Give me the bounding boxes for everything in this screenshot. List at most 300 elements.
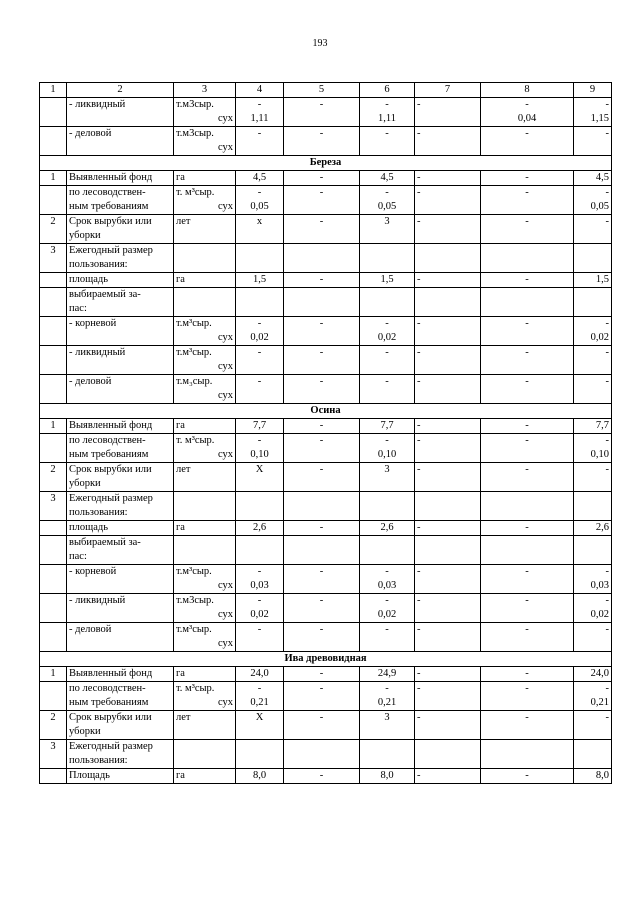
value-col-9: [574, 419, 612, 434]
value-col-8: [481, 98, 574, 127]
unit-line: т.м³сыр.: [176, 566, 212, 577]
value-col-7: -: [415, 769, 481, 784]
unit-line: лет: [176, 464, 191, 475]
table-row: [40, 521, 612, 536]
value-col-4: [236, 434, 284, 463]
value-col-8-line: -: [525, 99, 529, 110]
indicator-name-line: выбираемый за-: [69, 289, 141, 300]
value-col-4: [236, 536, 284, 565]
value-col-9-line: 24,0: [590, 668, 609, 679]
forest-use-table: [39, 82, 612, 784]
value-col-5: -: [284, 682, 360, 711]
indicator-name-line: Выявленный фонд: [69, 420, 153, 431]
value-col-4: [236, 346, 284, 375]
unit-line: га: [176, 522, 185, 533]
value-col-8-line: -: [525, 435, 529, 446]
species-section-title: Береза: [40, 156, 612, 171]
value-col-8: [481, 492, 574, 521]
value-col-5: -: [284, 215, 360, 244]
value-col-9-line: -: [605, 464, 609, 475]
value-col-4-line: 0,02: [250, 609, 269, 620]
row-number: 3: [40, 492, 67, 521]
indicator-name-line: пользования:: [69, 507, 128, 518]
value-col-6: [360, 565, 415, 594]
value-col-6-line: 0,03: [377, 580, 397, 591]
value-col-4: [236, 317, 284, 346]
row-number: 2: [40, 463, 67, 492]
unit-line: га: [176, 172, 185, 183]
row-number: [40, 565, 67, 594]
value-col-5: [284, 492, 360, 521]
value-col-6-line: 3: [384, 216, 390, 227]
table-row: [40, 740, 612, 769]
value-col-8: [481, 536, 574, 565]
value-col-5: -: [284, 623, 360, 652]
table-row: [40, 594, 612, 623]
table-row: [40, 536, 612, 565]
value-col-9: [574, 565, 612, 594]
value-col-7: -: [415, 667, 481, 682]
value-col-6-line: 3: [384, 464, 390, 475]
value-col-5: [284, 740, 360, 769]
value-col-5: -: [284, 594, 360, 623]
indicator-name-line: Срок вырубки или: [69, 712, 152, 723]
row-number: [40, 98, 67, 127]
indicator-name-line: уборки: [69, 230, 101, 241]
unit-line: лет: [176, 712, 191, 723]
value-col-6-line: -: [385, 624, 389, 635]
row-number: [40, 317, 67, 346]
value-col-8-line: -: [525, 420, 529, 431]
value-col-7: [415, 740, 481, 769]
value-col-5: [284, 244, 360, 273]
value-col-6-line: -: [385, 128, 389, 139]
unit-line: лет: [176, 216, 191, 227]
indicator-name-line: выбираемый за-: [69, 537, 141, 548]
unit: [174, 682, 236, 711]
unit: [174, 565, 236, 594]
species-section-row: [40, 156, 612, 171]
unit: [174, 273, 236, 288]
value-col-6: [360, 127, 415, 156]
indicator-name-line: Ежегодный размер: [69, 493, 153, 504]
value-col-4: [236, 171, 284, 186]
species-section-row: [40, 404, 612, 419]
value-col-6: [360, 536, 415, 565]
value-col-7: -: [415, 711, 481, 740]
value-col-6-line: -: [385, 566, 389, 577]
header-cell: 1: [40, 83, 67, 98]
value-col-6-line: 8,0: [380, 770, 394, 781]
row-number: [40, 594, 67, 623]
value-col-5: [284, 288, 360, 317]
value-col-4-line: Х: [255, 464, 264, 475]
table-row: [40, 667, 612, 682]
indicator-name-line: по лесоводствен-: [69, 683, 146, 694]
table-row: [40, 171, 612, 186]
value-col-6-line: 0,05: [377, 201, 397, 212]
value-col-4-line: 7,7: [252, 420, 267, 431]
indicator-name-line: пас:: [69, 303, 87, 314]
value-col-6: [360, 492, 415, 521]
value-col-8-line: -: [525, 172, 529, 183]
unit: [174, 288, 236, 317]
unit-line: сух: [217, 113, 233, 124]
value-col-8: [481, 740, 574, 769]
value-col-6-line: -: [385, 376, 389, 387]
value-col-9-line: -: [605, 624, 609, 635]
value-col-9: [574, 463, 612, 492]
value-col-9: [574, 273, 612, 288]
value-col-9-line: -: [605, 435, 609, 446]
value-col-4-line: -: [257, 595, 262, 606]
value-col-9-line: -: [605, 128, 609, 139]
row-number: [40, 536, 67, 565]
value-col-6: [360, 682, 415, 711]
unit: [174, 346, 236, 375]
unit: [174, 711, 236, 740]
table-row: [40, 346, 612, 375]
value-col-8: [481, 711, 574, 740]
table-row: [40, 317, 612, 346]
value-col-9: [574, 375, 612, 404]
value-col-8: [481, 463, 574, 492]
table-row: [40, 98, 612, 127]
table-row: [40, 682, 612, 711]
unit: [174, 667, 236, 682]
value-col-6-line: 24,9: [377, 668, 397, 679]
value-col-6: [360, 740, 415, 769]
value-col-9-line: -: [605, 683, 609, 694]
value-col-6-line: -: [385, 595, 389, 606]
value-col-4-line: -: [257, 128, 262, 139]
value-col-8: [481, 288, 574, 317]
indicator-name: [67, 682, 174, 711]
value-col-8-line: -: [525, 624, 529, 635]
value-col-9: [574, 186, 612, 215]
value-col-6: [360, 434, 415, 463]
value-col-6-line: 1,11: [378, 113, 396, 124]
row-number: [40, 273, 67, 288]
row-number: 2: [40, 711, 67, 740]
indicator-name-line: - ликвидный: [69, 99, 126, 110]
indicator-name-line: Выявленный фонд: [69, 668, 153, 679]
indicator-name: [67, 463, 174, 492]
value-col-6: [360, 273, 415, 288]
header-cell: 4: [236, 83, 284, 98]
row-number: [40, 521, 67, 536]
value-col-6: [360, 244, 415, 273]
value-col-8: [481, 419, 574, 434]
value-col-8-line: -: [525, 522, 529, 533]
value-col-6-line: -: [385, 435, 389, 446]
indicator-name: [67, 171, 174, 186]
value-col-4-line: -: [257, 376, 262, 387]
value-col-4: [236, 492, 284, 521]
value-col-4-line: -: [257, 435, 262, 446]
value-col-6-line: 0,21: [377, 697, 397, 708]
value-col-4-line: 0,02: [250, 332, 269, 343]
value-col-6: [360, 769, 415, 784]
unit-line: т.м3сыр.: [176, 595, 214, 606]
value-col-5: -: [284, 565, 360, 594]
value-col-7: -: [415, 171, 481, 186]
value-col-9: [574, 769, 612, 784]
value-col-7: -: [415, 565, 481, 594]
unit: [174, 463, 236, 492]
value-col-9: [574, 346, 612, 375]
value-col-8-line: -: [525, 566, 529, 577]
value-col-8: [481, 769, 574, 784]
unit-line: т.м3сыр.: [176, 128, 214, 139]
value-col-6: [360, 463, 415, 492]
value-col-9-line: -: [605, 712, 609, 723]
value-col-6-line: -: [385, 99, 389, 110]
row-number: 3: [40, 244, 67, 273]
value-col-9: [574, 667, 612, 682]
value-col-8-line: -: [525, 318, 529, 329]
unit: [174, 215, 236, 244]
unit: [174, 594, 236, 623]
indicator-name-line: - ликвидный: [69, 595, 126, 606]
unit-line: сух: [217, 638, 233, 649]
value-col-7: -: [415, 215, 481, 244]
row-number: [40, 769, 67, 784]
value-col-6-line: 0,02: [377, 609, 397, 620]
indicator-name-line: уборки: [69, 478, 101, 489]
unit: [174, 244, 236, 273]
unit-line: т. м³сыр.: [176, 683, 215, 694]
unit: [174, 375, 236, 404]
value-col-7: -: [415, 273, 481, 288]
value-col-6: [360, 98, 415, 127]
indicator-name-line: Срок вырубки или: [69, 464, 152, 475]
value-col-4: [236, 594, 284, 623]
value-col-8-line: -: [525, 712, 529, 723]
table-row: [40, 492, 612, 521]
value-col-7: -: [415, 375, 481, 404]
header-cell: 7: [415, 83, 481, 98]
value-col-9: [574, 288, 612, 317]
value-col-4-line: 24,0: [250, 668, 269, 679]
indicator-name-line: Ежегодный размер: [69, 245, 153, 256]
indicator-name: [67, 215, 174, 244]
value-col-4-line: 1,11: [250, 113, 269, 124]
value-col-9-line: 1,5: [595, 274, 609, 285]
value-col-9: [574, 682, 612, 711]
value-col-6-line: 7,7: [380, 420, 394, 431]
value-col-6-line: -: [385, 187, 389, 198]
indicator-name: [67, 244, 174, 273]
table-row: [40, 769, 612, 784]
value-col-9: [574, 536, 612, 565]
value-col-7: -: [415, 346, 481, 375]
value-col-8-line: -: [525, 274, 529, 285]
table-row: [40, 463, 612, 492]
value-col-8: [481, 127, 574, 156]
value-col-5: -: [284, 434, 360, 463]
value-col-5: [284, 536, 360, 565]
indicator-name-line: пользования:: [69, 259, 128, 270]
value-col-8: [481, 434, 574, 463]
value-col-8-line: -: [525, 128, 529, 139]
value-col-4-line: -: [257, 624, 262, 635]
value-col-5: -: [284, 317, 360, 346]
value-col-4: [236, 244, 284, 273]
value-col-8-line: -: [525, 683, 529, 694]
value-col-8-line: -: [525, 376, 529, 387]
header-cell: 2: [67, 83, 174, 98]
indicator-name: [67, 492, 174, 521]
value-col-8: [481, 215, 574, 244]
unit-line: т.м₃сыр.: [176, 376, 213, 387]
value-col-6-line: 3: [384, 712, 390, 723]
row-number: [40, 186, 67, 215]
value-col-4: [236, 419, 284, 434]
value-col-8-line: -: [525, 187, 529, 198]
row-number: 1: [40, 667, 67, 682]
value-col-8: [481, 273, 574, 288]
value-col-6: [360, 186, 415, 215]
value-col-6: [360, 623, 415, 652]
value-col-9-line: 0,21: [590, 697, 609, 708]
value-col-8: [481, 667, 574, 682]
value-col-7: [415, 536, 481, 565]
value-col-8: [481, 565, 574, 594]
value-col-9-line: 1,15: [590, 113, 609, 124]
value-col-8-line: -: [525, 464, 529, 475]
value-col-8: [481, 346, 574, 375]
unit-line: т.м³сыр.: [176, 347, 212, 358]
unit-line: т. м³сыр.: [176, 187, 215, 198]
value-col-9: [574, 740, 612, 769]
indicator-name: [67, 594, 174, 623]
indicator-name-line: - корневой: [69, 566, 117, 577]
header-cell: 8: [481, 83, 574, 98]
value-col-4-line: 0,21: [250, 697, 269, 708]
value-col-8: [481, 317, 574, 346]
row-number: [40, 346, 67, 375]
species-section-row: [40, 652, 612, 667]
value-col-6-line: 4,5: [380, 172, 394, 183]
value-col-9-line: 4,5: [595, 172, 609, 183]
unit-line: сух: [217, 449, 233, 460]
value-col-4-line: -: [257, 99, 262, 110]
value-col-6: [360, 667, 415, 682]
value-col-6: [360, 521, 415, 536]
indicator-name: [67, 667, 174, 682]
unit: [174, 521, 236, 536]
value-col-7: [415, 492, 481, 521]
value-col-9-line: 0,03: [590, 580, 609, 591]
value-col-7: -: [415, 623, 481, 652]
value-col-9-line: -: [605, 99, 609, 110]
table-row: [40, 288, 612, 317]
value-col-6: [360, 711, 415, 740]
table-row: [40, 273, 612, 288]
indicator-name-line: - деловой: [69, 624, 112, 635]
unit-line: га: [176, 420, 185, 431]
table-row: [40, 244, 612, 273]
value-col-7: -: [415, 594, 481, 623]
value-col-5: -: [284, 419, 360, 434]
indicator-name-line: Выявленный фонд: [69, 172, 153, 183]
row-number: 3: [40, 740, 67, 769]
value-col-5: -: [284, 521, 360, 536]
value-col-6: [360, 317, 415, 346]
row-number: [40, 288, 67, 317]
value-col-6-line: 1,5: [380, 274, 394, 285]
value-col-6-line: 2,6: [380, 522, 394, 533]
row-number: [40, 434, 67, 463]
indicator-name: [67, 419, 174, 434]
value-col-7: -: [415, 98, 481, 127]
indicator-name: [67, 565, 174, 594]
value-col-4: [236, 667, 284, 682]
table-row: [40, 419, 612, 434]
value-col-7: -: [415, 682, 481, 711]
value-col-6-line: 0,10: [377, 449, 397, 460]
value-col-7: -: [415, 521, 481, 536]
indicator-name-line: пользования:: [69, 755, 128, 766]
value-col-9-line: 7,7: [595, 420, 609, 431]
indicator-name-line: уборки: [69, 726, 101, 737]
indicator-name: [67, 711, 174, 740]
header-cell: 5: [284, 83, 360, 98]
table-row: [40, 375, 612, 404]
species-section-title: Осина: [40, 404, 612, 419]
unit: [174, 492, 236, 521]
value-col-5: -: [284, 346, 360, 375]
value-col-5: -: [284, 171, 360, 186]
unit-line: га: [176, 770, 185, 781]
value-col-9: [574, 98, 612, 127]
table-row: [40, 215, 612, 244]
value-col-6-line: -: [385, 318, 389, 329]
indicator-name: [67, 536, 174, 565]
indicator-name: [67, 769, 174, 784]
value-col-9: [574, 594, 612, 623]
table-row: [40, 565, 612, 594]
indicator-name-line: - ликвидный: [69, 347, 126, 358]
value-col-9: [574, 244, 612, 273]
value-col-9-line: 0,02: [590, 609, 609, 620]
header-cell: 6: [360, 83, 415, 98]
value-col-9-line: -: [605, 187, 609, 198]
indicator-name: [67, 375, 174, 404]
unit: [174, 317, 236, 346]
value-col-4: [236, 769, 284, 784]
unit-line: т.м³сыр.: [176, 318, 212, 329]
unit: [174, 419, 236, 434]
row-number: [40, 375, 67, 404]
value-col-8-line: -: [525, 347, 529, 358]
value-col-8-line: -: [525, 595, 529, 606]
value-col-9: [574, 623, 612, 652]
indicator-name-line: Срок вырубки или: [69, 216, 152, 227]
unit-line: сух: [217, 390, 233, 401]
species-section-title: Ива древовидная: [40, 652, 612, 667]
indicator-name: [67, 434, 174, 463]
value-col-8-line: 0,04: [517, 113, 537, 124]
value-col-5: -: [284, 375, 360, 404]
value-col-9-line: -: [605, 318, 609, 329]
value-col-9-line: -: [605, 566, 609, 577]
unit-line: т. м³сыр.: [176, 435, 215, 446]
indicator-name: [67, 346, 174, 375]
value-col-9: [574, 521, 612, 536]
indicator-name: [67, 127, 174, 156]
